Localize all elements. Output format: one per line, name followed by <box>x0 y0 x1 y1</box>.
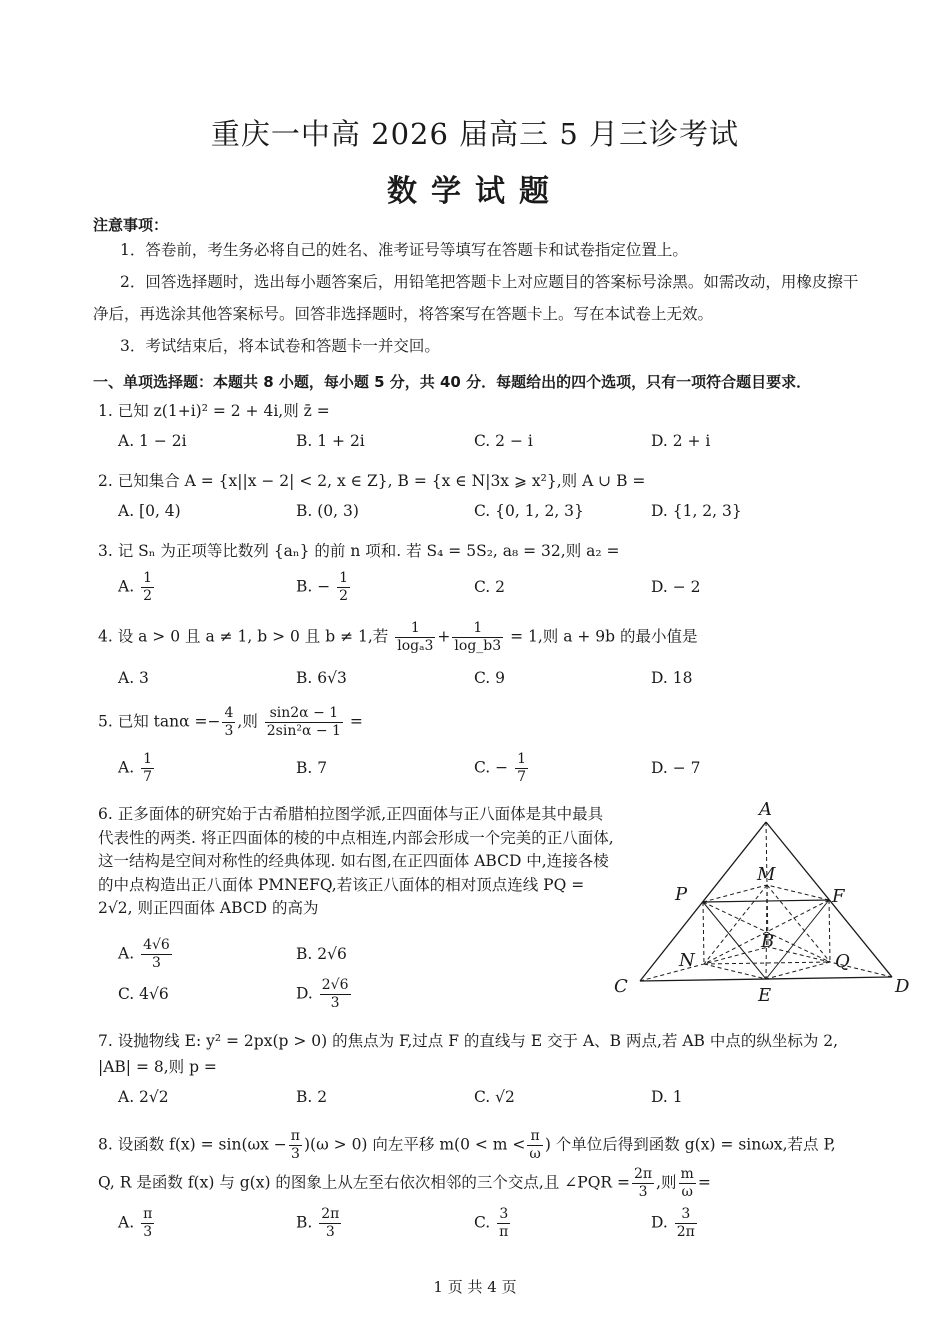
question-5-option-b: B. 7 <box>296 759 328 777</box>
label-F: F <box>832 886 845 907</box>
fraction: $\frac{3}{2\pi}$ <box>676 1206 695 1240</box>
question-4-option-c: C. 9 <box>474 669 506 687</box>
question-7-option-b: B. 2 <box>296 1088 328 1106</box>
question-2-stem: 2. 已知集合 A = {x||x − 2| < 2, x ∈ Z}, B = {x ∈ N|3x ⩾ x²},则 A ∪ B = <box>98 472 646 490</box>
fraction: $\frac{1}{2}$ <box>339 570 349 604</box>
edge-NQ <box>704 962 830 964</box>
fraction: $\frac{2√6}{3}$ <box>321 977 349 1011</box>
fraction: $\frac{1}{2}$ <box>143 570 152 604</box>
question-1-option-a: A. 1 − 2i <box>118 432 187 450</box>
fraction: $\frac{1}{\log\_b3}$ <box>454 620 502 654</box>
label-A: A <box>759 799 772 820</box>
question-7-stem-line1: 7. 设抛物线 E: y² = 2px(p > 0) 的焦点为 F,过点 F 的直线与 E 交于 A、B 两点,若 AB 中点的纵坐标为 2, <box>98 1032 839 1050</box>
fraction: $\frac{\pi}{3}$ <box>290 1128 300 1162</box>
page-footer: 1 页 共 4 页 <box>433 1278 517 1296</box>
question-3-option-c: C. 2 <box>474 578 506 596</box>
label-P: P <box>675 884 688 905</box>
question-4-option-d: D. 18 <box>651 669 693 687</box>
note-item: 1．答卷前，考生务必将自己的姓名、准考证号等填写在答题卡和试卷指定位置上。 <box>120 241 688 259</box>
edge-QE <box>766 962 830 979</box>
label-Q: Q <box>835 951 850 972</box>
question-5-stem: 5. 已知 tanα =− $\frac{4}{3}$ ,则 $\frac{\sin 2\alpha - 1}{\text{2sin²α − 1}}$ = <box>98 705 363 739</box>
question-8-option-d: D. $\frac{3}{2\pi}$ <box>651 1206 695 1240</box>
edge-PM <box>703 885 767 902</box>
note-item: 2．回答选择题时，选出每小题答案后，用铅笔把答题卡上对应题目的答案标号涂黑。如需改动，用橡皮擦干净后，再选涂其他答案标号。回答非选择题时，将答案写在答题卡上。写在本试卷上无效。 <box>93 273 859 323</box>
question-8-stem-line2: Q, R 是函数 f(x) 与 g(x) 的图象上从左至右依次相邻的三个交点,且 ∠PQR = $\frac{2\pi}{3}$ ,则 $\frac{m}{\omega}$ = <box>98 1166 711 1200</box>
question-1-option-c: C. 2 − i <box>474 432 533 450</box>
question-8-option-a: A. $\frac{\pi}{3}$ <box>118 1206 153 1240</box>
edge-NE <box>704 964 766 979</box>
fraction: $\frac{4}{3}$ <box>224 705 234 739</box>
fraction: $\frac{\pi}{3}$ <box>143 1206 153 1240</box>
notes-heading: 注意事项： <box>93 216 169 234</box>
fraction: $\frac{\sin 2\alpha - 1}{\text{2sin²α − 1}}$ <box>266 705 341 739</box>
question-3-stem: 3. 记 Sₙ 为正项等比数列 {aₙ} 的前 n 项和. 若 S₄ = 5S₂, a₈ = 32,则 a₂ = <box>98 542 620 560</box>
label-E: E <box>758 985 772 1006</box>
question-7-option-a: A. 2√2 <box>118 1088 169 1106</box>
option-label: A. <box>118 577 135 596</box>
question-5-option-c: C. − $\frac{1}{7}$ <box>474 751 527 785</box>
question-8-option-c: C. $\frac{3}{\pi}$ <box>474 1206 509 1240</box>
question-2-option-d: D. {1, 2, 3} <box>651 502 742 520</box>
fraction: $\frac{3}{\pi}$ <box>499 1206 509 1240</box>
edge-PF <box>703 900 829 902</box>
section-heading: 一、单项选择题：本题共 8 小题，每小题 5 分，共 40 分．每题给出的四个选项，只有一项符合题目要求． <box>93 373 812 391</box>
edge-FE <box>766 900 829 979</box>
question-7-option-d: D. 1 <box>651 1088 683 1106</box>
question-1-stem: 1. 已知 z(1+i)² = 2 + 4i,则 z̄ = <box>98 402 330 420</box>
question-7-option-c: C. √2 <box>474 1088 515 1106</box>
note-item: 3．考试结束后，将本试卷和答题卡一并交回。 <box>120 337 440 355</box>
exam-subtitle: 数学试题 <box>387 174 563 209</box>
question-2-option-a: A. [0, 4) <box>118 502 181 520</box>
question-2-option-b: B. (0, 3) <box>296 502 359 520</box>
edge-FQ <box>829 900 830 962</box>
label-B: B <box>761 931 775 952</box>
question-3-option-b <box>296 570 352 605</box>
fraction: $\frac{4√6}{3}$ <box>143 937 170 971</box>
fraction: $\frac{1}{\text{logₐ3}}$ <box>397 620 434 654</box>
fraction: $\frac{1}{7}$ <box>143 751 152 785</box>
question-6-option-d: D. $\frac{2√6}{3}$ <box>296 977 349 1011</box>
fraction: $\frac{m}{\omega}$ <box>680 1166 694 1200</box>
question-4-option-a: A. 3 <box>118 669 149 687</box>
question-7-stem-line2: |AB| = 8,则 p = <box>98 1058 217 1076</box>
fraction: $\frac{\pi}{\omega}$ <box>529 1128 541 1162</box>
question-6-option-b: B. 2√6 <box>296 945 347 963</box>
question-8-option-b: B. $\frac{2\pi}{3}$ <box>296 1206 340 1240</box>
label-N: N <box>679 950 695 971</box>
label-D: D <box>895 976 910 997</box>
question-5-option-a: A. $\frac{1}{7}$ <box>118 751 152 785</box>
label-M: M <box>757 864 776 885</box>
question-6-option-a: A. $\frac{4√6}{3}$ <box>118 937 170 971</box>
question-3-option-d: D. − 2 <box>651 578 701 596</box>
option-label: B. − <box>296 577 331 596</box>
question-6-option-c: C. 4√6 <box>118 985 169 1003</box>
question-8-stem-line1: 8. 设函数 f(x) = sin(ωx − $\frac{\pi}{3}$ )(ω > 0) 向左平移 m(0 < m < $\frac{\pi}{\omega}$ ) 个单位后得到函数 g(x) = sinωx,若点 P, <box>98 1128 836 1162</box>
question-1-option-d: D. 2 + i <box>651 432 711 450</box>
label-C: C <box>614 976 628 997</box>
fraction: $\frac{2\pi}{3}$ <box>634 1166 653 1200</box>
edge-MQ <box>767 885 830 962</box>
fraction: $\frac{1}{7}$ <box>517 751 527 785</box>
edge-PE <box>703 902 766 979</box>
question-3-option-a <box>118 570 156 605</box>
exam-title: 重庆一中高 2026 届高三 5 月三诊考试 <box>210 117 740 151</box>
edge-MN <box>704 885 767 964</box>
tetrahedron-figure <box>600 795 925 1010</box>
edge-PN <box>703 902 704 964</box>
question-4-option-b: B. 6√3 <box>296 669 347 687</box>
question-4-stem: 4. 设 a > 0 且 a ≠ 1, b > 0 且 b ≠ 1,若 $\frac{1}{\text{logₐ3}}$ + $\frac{1}{\log\_b3}$ = 1,则 a + 9b 的最小值是 <box>98 620 698 654</box>
question-1-option-b: B. 1 + 2i <box>296 432 365 450</box>
question-2-option-c: C. {0, 1, 2, 3} <box>474 502 584 520</box>
fraction: $\frac{2\pi}{3}$ <box>321 1206 340 1240</box>
question-6-stem: 6. 正多面体的研究始于古希腊柏拉图学派,正四面体与正八面体是其中最具代表性的两类. 将正四面体的棱的中点相连,内部会形成一个完美的正八面体,这一结构是空间对称性的经典体现. 如右图,在正四面体 ABCD 中,连接各棱的中点构造出正八面体 PMNEFQ,若该正八面体的相对顶点连线 PQ = 2√2, 则正四面体 ABCD 的高为 <box>98 805 614 917</box>
question-5-option-d: D. − 7 <box>651 759 701 777</box>
